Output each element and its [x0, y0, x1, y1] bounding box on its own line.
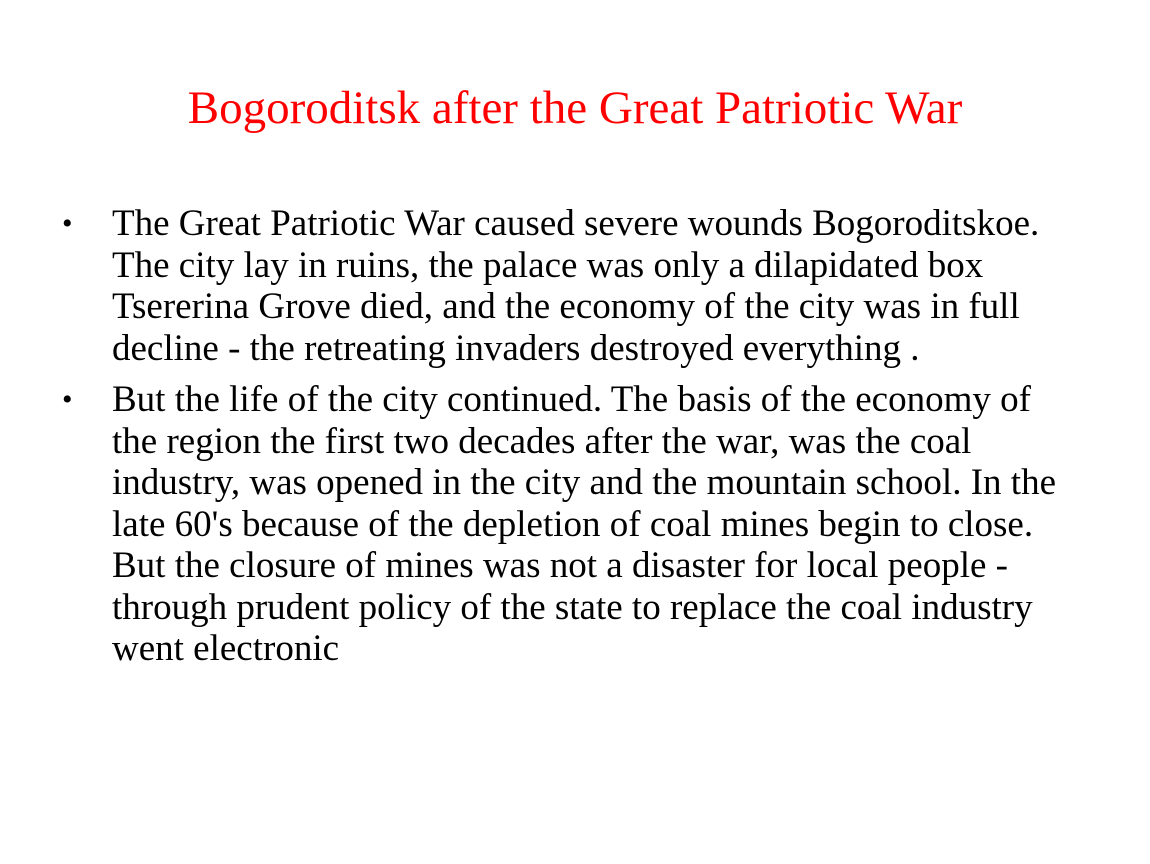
bullet-item [62, 203, 1082, 369]
bullet-text: But the life of the city continued. The basis of the economy of the region the first two decades after the war, was the coal industry, was opened in the city and the mountain school. In the late 60's because of the depletion of coal mines begin to close. But the closure of mines was not a disaster for local people - through prudent policy of the state to replace the coal industry went electronic [112, 379, 1056, 669]
bullet-list [62, 203, 1082, 680]
slide-title: Bogoroditsk after the Great Patriotic War [187, 82, 963, 134]
bullet-dot-icon: • [62, 207, 73, 240]
bullet-text: The Great Patriotic War caused severe wounds Bogoroditskoe. The city lay in ruins, the palace was only a dilapidated box Tsererina Grove died, and the economy of the city was in full decline - the retreating invaders destroyed everything . [112, 203, 1040, 369]
bullet-dot-icon: • [62, 383, 73, 416]
bullet-item [62, 379, 1082, 670]
